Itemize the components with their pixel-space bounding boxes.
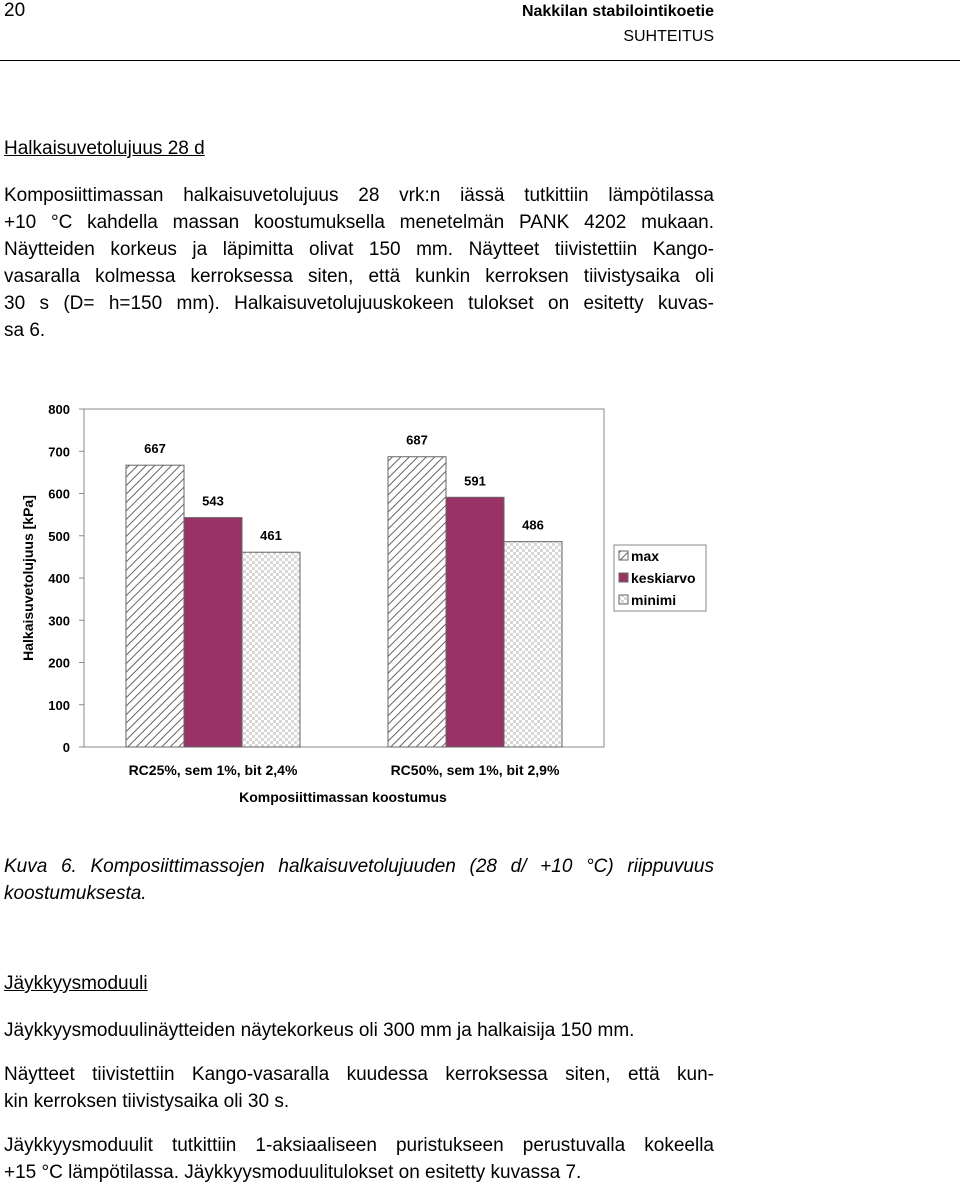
text-line: Näytteiden korkeus ja läpimitta olivat 150 mm. Näytteet tiivistettiin Kango- [4,239,714,260]
y-tick-label: 800 [48,402,70,417]
data-label: 687 [406,432,428,448]
text-line: kin kerroksen tiivistysaika oli 30 s. [4,1091,290,1112]
text-line: 30 s (D= h=150 mm). Halkaisuvetolujuuskokeen tulokset on esitetty kuvas- [4,293,714,314]
data-label: 461 [260,528,282,544]
data-label: 543 [202,493,224,509]
bar-minimi [242,552,300,747]
bar-keskiarvo [446,497,504,747]
y-axis-title: Halkaisuvetolujuus [kPa] [20,495,36,661]
y-tick-label: 200 [48,655,70,671]
text-line: Jäykkyysmoduulinäytteiden näytekorkeus oli 300 mm ja halkaisija 150 mm. [4,1020,635,1041]
y-tick-label: 500 [48,528,70,544]
text-line: Näytteet tiivistettiin Kango-vasaralla kuudessa kerroksessa siten, että kun- [4,1064,714,1085]
bar-keskiarvo [184,518,242,747]
section-heading-split-tensile: Halkaisuvetolujuus 28 d [4,138,205,159]
page-number: 20 [4,0,26,21]
x-axis-title: Komposiittimassan koostumus [239,789,447,805]
text-line: Komposiittimassan halkaisuvetolujuus 28 vrk:n iässä tutkittiin lämpötilassa [4,185,714,206]
bar-chart [0,395,740,815]
legend [614,545,706,611]
y-tick-label: 0 [62,740,70,755]
y-tick-label: 700 [48,444,70,460]
section-heading-stiffness-modulus: Jäykkyysmoduuli [4,973,148,994]
running-title: Nakkilan stabilointikoetie [521,3,714,20]
text-line: Jäykkyysmoduulit tutkittiin 1-aksiaaliseen puristukseen perustuvalla kokeella [4,1135,714,1156]
x-category-label: RC25%, sem 1%, bit 2,4% [128,762,298,778]
legend-swatch-keskiarvo [619,573,628,582]
caption-line: koostumuksesta. [4,883,147,904]
legend-swatch-max [619,551,628,560]
legend-swatch-minimi [619,595,628,604]
bar-max [388,457,446,747]
y-tick-label: 300 [48,613,70,629]
legend-label-minimi: minimi [631,592,677,608]
y-tick-label: 600 [48,486,70,502]
caption-line: Kuva 6. Komposiittimassojen halkaisuvetolujuuden (28 d/ +10 °C) riippuvuus [4,856,714,877]
text-line: vasaralla kolmessa kerroksessa siten, että kunkin kerroksen tiivistysaika oli [4,266,714,287]
bar-max [126,465,184,747]
legend-label-keskiarvo: keskiarvo [631,570,696,586]
text-line: sa 6. [4,320,46,341]
y-tick-label: 400 [48,571,70,586]
data-label: 667 [144,441,166,457]
header-rule [0,60,960,61]
legend-label-max: max [631,548,660,564]
bar-minimi [504,542,562,747]
running-subtitle: SUHTEITUS [623,28,714,45]
data-label: 591 [464,473,486,489]
data-label: 486 [522,517,544,533]
y-tick-label: 100 [48,697,70,713]
text-line: +15 °C lämpötilassa. Jäykkyysmoduulitulokset on esitetty kuvassa 7. [4,1162,582,1183]
text-line: +10 °C kahdella massan koostumuksella menetelmän PANK 4202 mukaan. [4,212,714,233]
x-category-label: RC50%, sem 1%, bit 2,9% [390,762,560,778]
